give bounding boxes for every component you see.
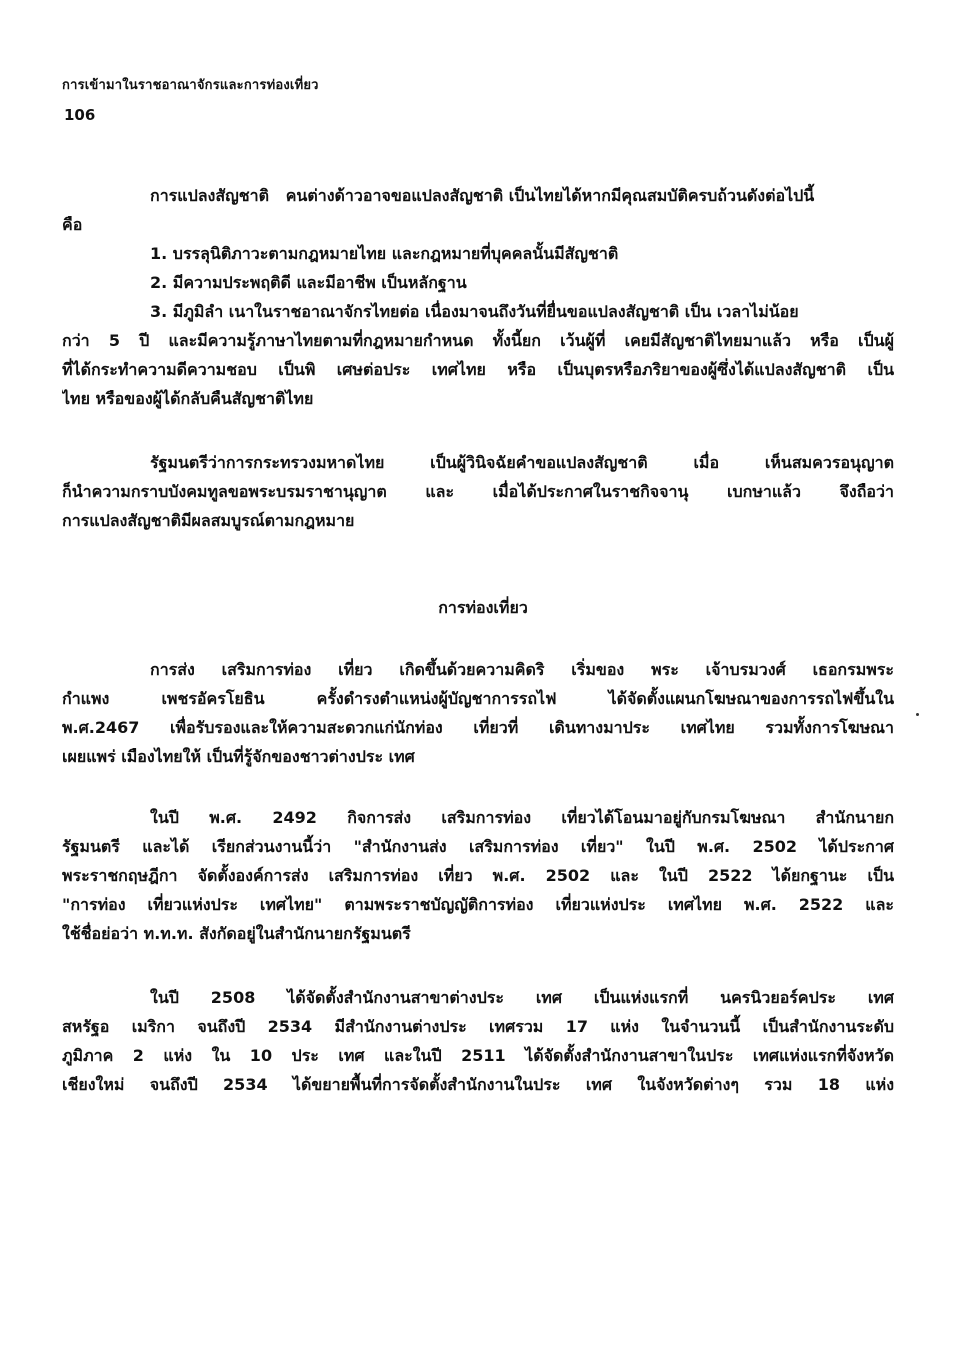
paragraph-line: เชียงใหม่ จนถึงปี 2534 ได้ขยายพื้นที่การจัดตั้งสำนักงานในประ เทศ ในจังหวัดต่างๆ รวม 18 แห่ง <box>62 1075 894 1094</box>
naturalization-heading: การแปลงสัญชาติ <box>150 186 269 205</box>
paragraph-line: เผยแพร่ เมืองไทยให้ เป็นที่รู้จักของชาวต่างประ เทศ <box>62 747 415 766</box>
stray-mark <box>916 713 919 716</box>
paragraph-line: คือ <box>62 215 83 234</box>
paragraph-line: กำแพง เพชรอัครโยธิน ครั้งดำรงตำแหน่งผู้บัญชาการรถไฟ ได้จัดตั้งแผนกโฆษณาของการรถไฟขึ้นใน <box>62 689 894 708</box>
paragraph-line: ภูมิภาค 2 แห่ง ใน 10 ประ เทศ และในปี 2511 ได้จัดตั้งสำนักงานสาขาในประ เทศแห่งแรกที่จังหวัด <box>62 1046 894 1065</box>
running-title: การเข้ามาในราชอาณาจักรและการท่องเที่ยว <box>62 78 319 93</box>
naturalization-first-line <box>62 181 894 210</box>
list-item: 3. มีภูมิลำ เนาในราชอาณาจักรไทยต่อ เนื่องมาจนถึงวันที่ยื่นขอแปลงสัญชาติ เป็น เวลาไม่น้อย <box>150 302 799 321</box>
paragraph-line: รัฐมนตรีว่าการกระทรวงมหาดไทย เป็นผู้วินิจฉัยคำขอแปลงสัญชาติ เมื่อ เห็นสมควรอนุญาต <box>150 453 894 472</box>
naturalization-items <box>62 239 894 413</box>
tourism-paragraph-1 <box>62 655 894 771</box>
tourism-heading: การท่องเที่ยว <box>438 598 528 617</box>
paragraph-line: กว่า 5 ปี และมีความรู้ภาษาไทยตามที่กฎหมายกำหนด ทั้งนี้ยก เว้นผู้ที่ เคยมีสัญชาติไทยมาแล้ว หรือ เป็นผู้ <box>62 331 894 350</box>
tourism-paragraph-3 <box>62 983 894 1099</box>
tourism-paragraph-2 <box>62 803 894 948</box>
paragraph-line: การแปลงสัญชาติมีผลสมบูรณ์ตามกฎหมาย <box>62 511 355 530</box>
list-item: 2. มีความประพฤติดี และมีอาชีพ เป็นหลักฐาน <box>150 273 467 292</box>
paragraph-line: รัฐมนตรี และได้ เรียกส่วนงานนี้ว่า "สำนักงานส่ง เสริมการท่อง เที่ยว" ในปี พ.ศ. 2502 ได้ประกาศ <box>62 837 894 856</box>
paragraph-line: พระราชกฤษฎีกา จัดตั้งองค์การส่ง เสริมการท่อง เที่ยว พ.ศ. 2502 และ ในปี 2522 ได้ยกฐานะ เป็น <box>62 866 894 885</box>
paragraph-line: ในปี 2508 ได้จัดตั้งสำนักงานสาขาต่างประ เทศ เป็นแห่งแรกที่ นครนิวยอร์คประ เทศ <box>150 988 894 1007</box>
paragraph-line: ในปี พ.ศ. 2492 กิจการส่ง เสริมการท่อง เที่ยวได้โอนมาอยู่กับกรมโฆษณา สำนักนายก <box>150 808 894 827</box>
list-item: 1. บรรลุนิติภาวะตามกฎหมายไทย และกฎหมายที่บุคคลนั้นมีสัญชาติ <box>150 244 619 263</box>
page-number: 106 <box>64 106 96 124</box>
paragraph-line: ใช้ชื่อย่อว่า ท.ท.ท. สังกัดอยู่ในสำนักนายกรัฐมนตรี <box>62 924 411 943</box>
paragraph-line: ที่ได้กระทำความดีความชอบ เป็นพิ เศษต่อประ เทศไทย หรือ เป็นบุตรหรือภริยาของผู้ซึ่งได้แปลงสัญชาติ เป็น <box>62 360 894 379</box>
paragraph-text: คนต่างด้าวอาจขอแปลงสัญชาติ เป็นไทยได้หากมีคุณสมบัติครบถ้วนดังต่อไปนี้ <box>285 186 815 205</box>
paragraph-line: การส่ง เสริมการท่อง เที่ยว เกิดขึ้นด้วยความคิดริ เริ่มของ พระ เจ้าบรมวงศ์ เธอกรมพระ <box>150 660 894 679</box>
naturalization-intro <box>62 181 894 239</box>
minister-paragraph <box>62 448 894 535</box>
paragraph-line: พ.ศ.2467 เพื่อรับรองและให้ความสะดวกแก่นักท่อง เที่ยวที่ เดินทางมาประ เทศไทย รวมทั้งการโฆษณา <box>62 718 894 737</box>
paragraph-line: ก็นำความกราบบังคมทูลขอพระบรมราชานุญาต และ เมื่อได้ประกาศในราชกิจจานุ เบกษาแล้ว จึงถือว่า <box>62 482 894 501</box>
paragraph-line: "การท่อง เที่ยวแห่งประ เทศไทย" ตามพระราชบัญญัติการท่อง เที่ยวแห่งประ เทศไทย พ.ศ. 2522 และ <box>62 895 894 914</box>
paragraph-line: ไทย หรือของผู้ได้กลับคืนสัญชาติไทย <box>62 389 314 408</box>
paragraph-line: สหรัฐอ เมริกา จนถึงปี 2534 มีสำนักงานต่างประ เทศรวม 17 แห่ง ในจำนวนนี้ เป็นสำนักงานระดับ <box>62 1017 894 1036</box>
